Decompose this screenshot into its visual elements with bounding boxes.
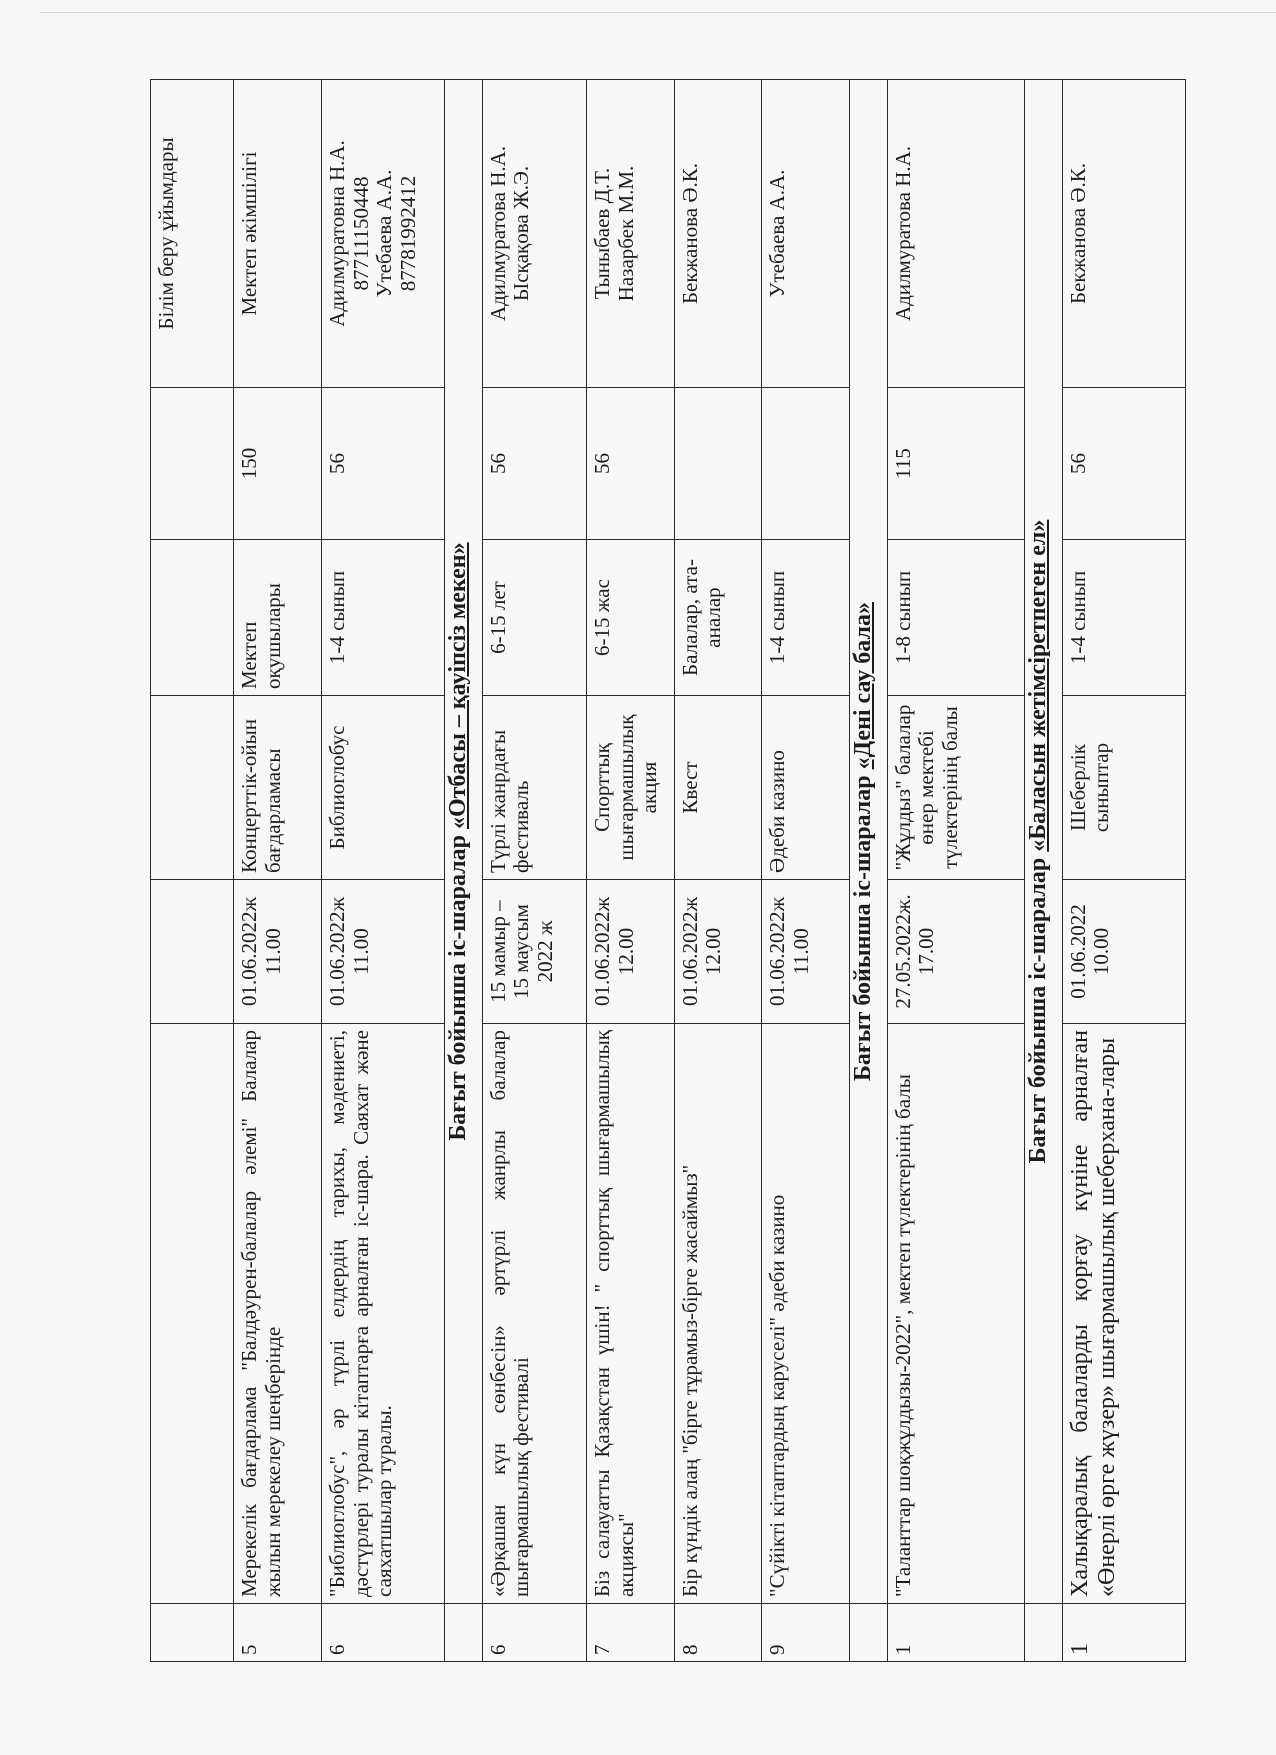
row-event: Мерекелік бағдарлама "Балдәурен-балалар әлемі" Балалар жылын мерекелеу шеңберінде xyxy=(234,1024,322,1604)
row-date: 01.06.2022ж 11.00 xyxy=(762,880,850,1024)
row-date: 01.06.2022ж 11.00 xyxy=(322,880,445,1024)
row-responsible: Мектеп әкімшілігі xyxy=(234,80,322,388)
header-date xyxy=(151,880,234,1024)
row-event: «Әрқашан күн сөнбесін» әртүрлі жанрлы балалар шығармашылық фестивалі xyxy=(482,1024,586,1604)
row-participants: 1-4 сынып xyxy=(1062,540,1185,696)
table-row xyxy=(1062,80,1185,1662)
row-participants: 1-4 сынып xyxy=(762,540,850,696)
scan-edge-line xyxy=(40,12,1276,13)
section-heading xyxy=(850,80,888,1604)
section-prefix: Бағыт бойынша іс-шаралар xyxy=(445,829,472,1141)
row-event: "Сүйікті кітаптардың каруселі" әдеби казино xyxy=(762,1024,850,1604)
rotated-table-container xyxy=(150,80,1186,1662)
table-row xyxy=(762,80,850,1662)
row-participants: 1-4 сынып xyxy=(322,540,445,696)
row-count: 56 xyxy=(1062,388,1185,540)
section-empty xyxy=(445,1604,483,1662)
row-responsible: Адилмуратова Н.А. xyxy=(887,80,1025,388)
table-row xyxy=(322,80,445,1662)
section-heading xyxy=(1025,80,1063,1604)
row-count: 115 xyxy=(887,388,1025,540)
row-num: 6 xyxy=(322,1604,445,1662)
row-count xyxy=(762,388,850,540)
row-responsible: Утебаева А.А. xyxy=(762,80,850,388)
row-date: 01.06.2022 10.00 xyxy=(1062,880,1185,1024)
row-form: Концерттік-ойын бағдарламасы xyxy=(234,696,322,880)
row-num: 1 xyxy=(887,1604,1025,1662)
row-participants: 6-15 жас xyxy=(587,540,675,696)
row-responsible: Тыныбаев Д.Т. Назарбек М.М. xyxy=(587,80,675,388)
row-date: 01.06.2022ж 11.00 xyxy=(234,880,322,1024)
row-num: 6 xyxy=(482,1604,586,1662)
row-count xyxy=(674,388,762,540)
row-form: "Жұлдыз" балалар өнер мектебі түлектерінің балы xyxy=(887,696,1025,880)
row-form: Спорттық шығармашылық акция xyxy=(587,696,675,880)
row-participants: Балалар, ата-аналар xyxy=(674,540,762,696)
table-row xyxy=(234,80,322,1662)
row-count: 56 xyxy=(587,388,675,540)
row-participants: Мектеп оқушылары xyxy=(234,540,322,696)
row-event: "Библиоглобус", әр түрлі елдердің тарихы, мәдениеті, дәстүрлері туралы кітаптарға арналған іс-шара. Саяхат және саяхатшылар туралы. xyxy=(322,1024,445,1604)
row-count: 56 xyxy=(482,388,586,540)
row-date: 15 мамыр – 15 маусым 2022 ж xyxy=(482,880,586,1024)
section-heading xyxy=(445,80,483,1604)
row-responsible: Бекжанова Ә.К. xyxy=(674,80,762,388)
table-row xyxy=(887,80,1025,1662)
header-participants xyxy=(151,540,234,696)
row-date: 01.06.2022ж 12.00 xyxy=(587,880,675,1024)
row-form: Квест xyxy=(674,696,762,880)
section-empty xyxy=(850,1604,888,1662)
row-form: Шеберлік сыныптар xyxy=(1062,696,1185,880)
table-row xyxy=(587,80,675,1662)
row-num: 1 xyxy=(1062,1604,1185,1662)
row-form: Әдеби казино xyxy=(762,696,850,880)
section-title: «Отбасы – қауіпсіз мекен» xyxy=(445,542,472,830)
header-count xyxy=(151,388,234,540)
section-title: «Дені сау бала» xyxy=(850,602,876,770)
section-row xyxy=(445,80,483,1662)
section-title: «Баласын жетімсіретпеген ел» xyxy=(1025,519,1052,852)
row-date: 27.05.2022ж. 17.00 xyxy=(887,880,1025,1024)
header-row xyxy=(151,80,234,1662)
section-row xyxy=(850,80,888,1662)
row-num: 7 xyxy=(587,1604,675,1662)
table-row xyxy=(674,80,762,1662)
section-empty xyxy=(1025,1604,1063,1662)
row-participants: 6-15 лет xyxy=(482,540,586,696)
row-count: 56 xyxy=(322,388,445,540)
row-form: Түрлі жанрдағы фестиваль xyxy=(482,696,586,880)
row-event: Халықаралық балаларды қорғау күніне арналған «Өнерлі өрге жүзер» шығармашылық шеберхана-лары xyxy=(1062,1024,1185,1604)
section-row xyxy=(1025,80,1063,1662)
table-row xyxy=(482,80,586,1662)
row-responsible: Бекжанова Ә.К. xyxy=(1062,80,1185,388)
section-prefix: Бағыт бойынша іс-шаралар xyxy=(850,769,876,1081)
row-participants: 1-8 сынып xyxy=(887,540,1025,696)
row-event: "Таланттар шоқжұлдызы-2022", мектеп түлектерінің балы xyxy=(887,1024,1025,1604)
row-event: Біз салауатты Қазақстан үшін! " спорттық шығармашылық акциясы" xyxy=(587,1024,675,1604)
header-form xyxy=(151,696,234,880)
row-num: 8 xyxy=(674,1604,762,1662)
row-form: Библиоглобус xyxy=(322,696,445,880)
row-responsible: Адилмуратова Н.А. Ысқақова Ж.Э. xyxy=(482,80,586,388)
row-responsible: Адилмуратовна Н.А. 87711150448 Утебаева А.А. 87781992412 xyxy=(322,80,445,388)
header-event xyxy=(151,1024,234,1604)
row-date: 01.06.2022ж 12.00 xyxy=(674,880,762,1024)
header-num xyxy=(151,1604,234,1662)
row-num: 9 xyxy=(762,1604,850,1662)
section-prefix: Бағыт бойынша іс-шаралар xyxy=(1025,851,1052,1164)
row-num: 5 xyxy=(234,1604,322,1662)
row-count: 150 xyxy=(234,388,322,540)
header-responsible: Білім беру ұйымдары xyxy=(151,80,234,388)
row-event: Бір күндік алаң "бірге тұрамыз-бірге жасаймыз" xyxy=(674,1024,762,1604)
events-table xyxy=(150,79,1186,1662)
